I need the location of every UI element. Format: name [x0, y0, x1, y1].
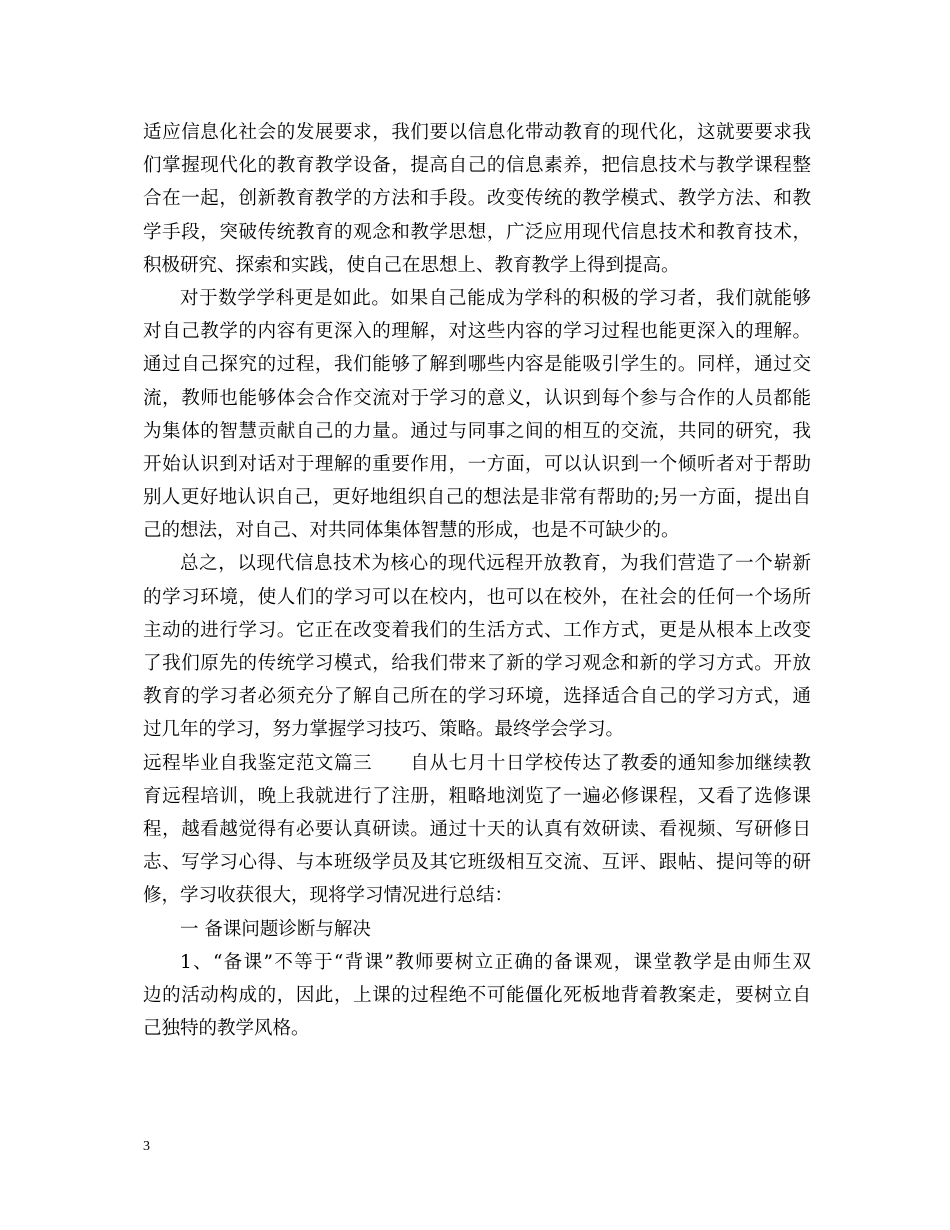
section-heading: 一 备课问题诊断与解决 — [180, 918, 371, 940]
text-line: 积极研究、探索和实践，使自己在思想上、教育教学上得到提高。 — [143, 254, 680, 276]
page-number: 3 — [143, 1139, 150, 1154]
body-text — [143, 116, 811, 1045]
text-line: 们掌握现代化的教育教学设备，提高自己的信息素养，把信息技术与教学课程整 — [143, 155, 811, 177]
text-line: 1、“备课”不等于“背课”教师要树立正确的备课观，课堂教学是由师生双 — [180, 951, 811, 973]
text-line: 适应信息化社会的发展要求，我们要以信息化带动教育的现代化，这就要要求我 — [143, 122, 811, 143]
text-line: 对于数学学科更是如此。如果自己能成为学科的积极的学习者，我们就能够 — [180, 287, 811, 309]
text-line: 己独特的教学风格。 — [143, 1018, 310, 1040]
text-line: 主动的进行学习。它正在改变着我们的生活方式、工作方式，更是从根本上改变 — [143, 619, 811, 641]
text-line: 开始认识到对话对于理解的重要作用，一方面，可以认识到一个倾听者对于帮助 — [143, 453, 811, 475]
text-line: 修，学习收获很大，现将学习情况进行总结： — [143, 885, 514, 907]
text-line: 合在一起，创新教育教学的方法和手段。改变传统的教学模式、教学方法、和教 — [143, 188, 811, 210]
text-line: 别人更好地认识自己，更好地组织自己的想法是非常有帮助的;另一方面，提出自 — [143, 487, 811, 509]
text-line: 育远程培训，晚上我就进行了注册，粗略地浏览了一遍必修课程，又看了选修课 — [143, 785, 811, 807]
text-line: 的学习环境，使人们的学习可以在校内，也可以在校外，在社会的任何一个场所 — [143, 586, 811, 608]
text-line: 为集体的智慧贡献自己的力量。通过与同事之间的相互的交流，共同的研究，我 — [143, 420, 811, 442]
text-line: 通过自己探究的过程，我们能够了解到哪些内容是能吸引学生的。同样，通过交 — [143, 354, 811, 376]
text-line: 过几年的学习，努力掌握学习技巧、策略。最终学会学习。 — [143, 719, 625, 741]
text-line: 了我们原先的传统学习模式，给我们带来了新的学习观念和新的学习方式。开放 — [143, 653, 811, 674]
text-line: 己的想法，对自己、对共同体集体智慧的形成，也是不可缺少的。 — [143, 520, 680, 542]
text-line: 远程毕业自我鉴定范文篇三 自从七月十日学校传达了教委的通知参加继续教 — [143, 752, 811, 774]
text-line: 流，教师也能够体会合作交流对于学习的意义，认识到每个参与合作的人员都能 — [143, 387, 811, 409]
text-line: 教育的学习者必须充分了解自己所在的学习环境，选择适合自己的学习方式，通 — [143, 686, 811, 708]
text-line: 程，越看越觉得有必要认真研读。通过十天的认真有效研读、看视频、写研修日 — [143, 818, 811, 840]
text-line: 总之，以现代信息技术为核心的现代远程开放教育，为我们营造了一个崭新 — [180, 553, 811, 575]
text-line: 学手段，突破传统教育的观念和教学思想，广泛应用现代信息技术和教育技术， — [143, 221, 811, 243]
text-line: 对自己教学的内容有更深入的理解，对这些内容的学习过程也能更深入的理解。 — [143, 321, 811, 343]
text-line: 志、写学习心得、与本班级学员及其它班级相互交流、互评、跟帖、提问等的研 — [143, 852, 811, 874]
text-line: 边的活动构成的，因此，上课的过程绝不可能僵化死板地背着教案走，要树立自 — [143, 984, 811, 1006]
